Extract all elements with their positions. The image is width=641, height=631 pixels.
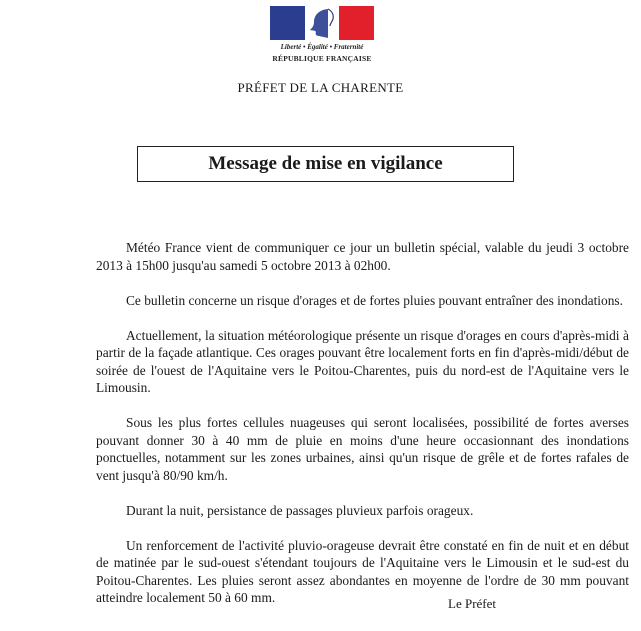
paragraph: Ce bulletin concerne un risque d'orages et de fortes pluies pouvant entraîner des inondations. [126,292,623,308]
republique-francaise-logo [270,6,374,68]
paragraph: Sous les plus fortes cellules nuageuses qui seront localisées, possibilité de fortes averses pouvant donner 30 à 40 mm de pluie en moins d'une heure occasionnant des inondations ponctuelles, notamment sur les zones urbaines, ainsi qu'un risque de grêle et de fortes rafales de vent jusqu'à 80/90 km/h. [96,415,629,483]
marianne-flag-icon [270,6,374,40]
paragraph: Durant la nuit, persistance de passages pluvieux parfois orageux. [126,502,474,518]
document-title: Message de mise en vigilance [208,153,443,174]
signature: Le Préfet [448,596,497,611]
prefecture-heading: PRÉFET DE LA CHARENTE [237,80,404,95]
paragraph: Actuellement, la situation météorologique présente un risque d'orages en cours d'après-midi à partir de la façade atlantique. Ces orages pouvant être localement forts en fin d'après-midi/début de soirée de l'ouest de l'Aquitaine vers le Poitou-Charentes, puis du nord-est de l'Aquitaine vers le Limousin. [96,327,629,395]
document-body [96,239,629,624]
paragraph: Météo France vient de communiquer ce jour un bulletin spécial, valable du jeudi 3 octobre 2013 à 15h00 jusqu'au samedi 5 octobre 2013 à 02h00. [96,240,629,273]
republic-name: RÉPUBLIQUE FRANÇAISE [272,54,372,63]
republic-motto: Liberté • Égalité • Fraternité [280,43,364,51]
paragraph: Un renforcement de l'activité pluvio-orageuse devrait être constaté en fin de nuit et en début de matinée par le sud-ouest s'étendant toujours de l'Aquitaine vers le Limousin et le sud-est du Poitou-Charentes. Les pluies seront assez abondantes en moyenne de l'ordre de 30 mm pouvant atteindre localement 50 à 60 mm. [96,537,629,605]
title-box [137,146,514,182]
